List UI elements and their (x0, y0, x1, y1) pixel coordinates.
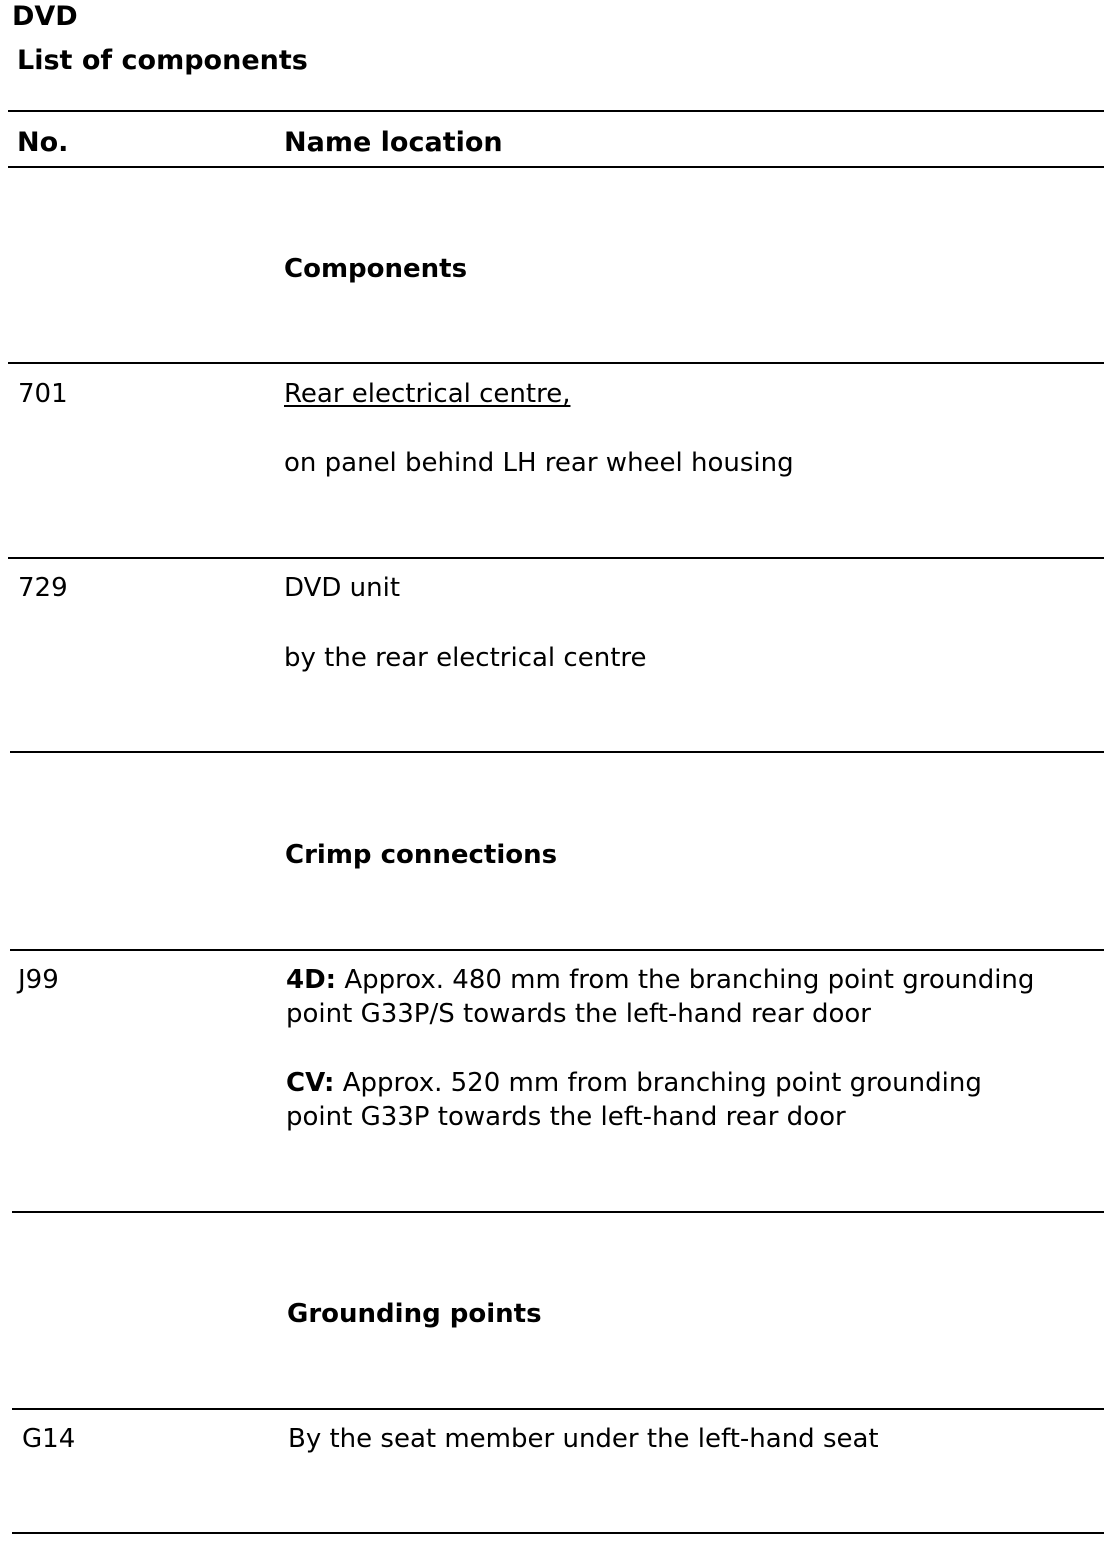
component-name-rear-electrical-centre: Rear electrical centre, (284, 379, 571, 409)
header-bottom-rule (8, 166, 1104, 168)
column-header-name-location: Name location (284, 127, 503, 158)
row-divider (12, 1532, 1104, 1534)
row-divider (8, 557, 1104, 559)
column-header-no: No. (17, 127, 69, 158)
component-name-dvd-unit: DVD unit (284, 573, 401, 603)
row-number-701: 701 (18, 379, 68, 409)
component-location-729: by the rear electrical centre (284, 643, 647, 673)
crimp-entry-4d-line1: 4D: Approx. 480 mm from the branching point grounding (286, 965, 1035, 995)
row-number-g14: G14 (22, 1424, 76, 1454)
crimp-entry-4d-line2: point G33P/S towards the left-hand rear door (286, 999, 871, 1029)
grounding-location-g14: By the seat member under the left-hand seat (288, 1424, 879, 1454)
document-subtitle: List of components (17, 45, 308, 76)
crimp-entry-cv-line1: CV: Approx. 520 mm from branching point grounding (286, 1068, 982, 1098)
section-heading-grounding-points: Grounding points (287, 1299, 542, 1329)
row-number-j99: J99 (18, 965, 59, 995)
component-location-701: on panel behind LH rear wheel housing (284, 448, 794, 478)
row-divider (10, 949, 1104, 951)
crimp-entry-cv-line2: point G33P towards the left-hand rear door (286, 1102, 846, 1132)
row-number-729: 729 (18, 573, 68, 603)
document-title: DVD (12, 1, 78, 32)
row-divider (8, 362, 1104, 364)
row-divider (12, 1408, 1104, 1410)
section-heading-crimp-connections: Crimp connections (285, 840, 558, 870)
section-heading-components: Components (284, 254, 468, 284)
row-divider (12, 1211, 1104, 1213)
header-top-rule (8, 110, 1104, 112)
row-divider (10, 751, 1104, 753)
variant-label-cv: CV: (286, 1068, 335, 1098)
variant-label-4d: 4D: (286, 965, 337, 995)
